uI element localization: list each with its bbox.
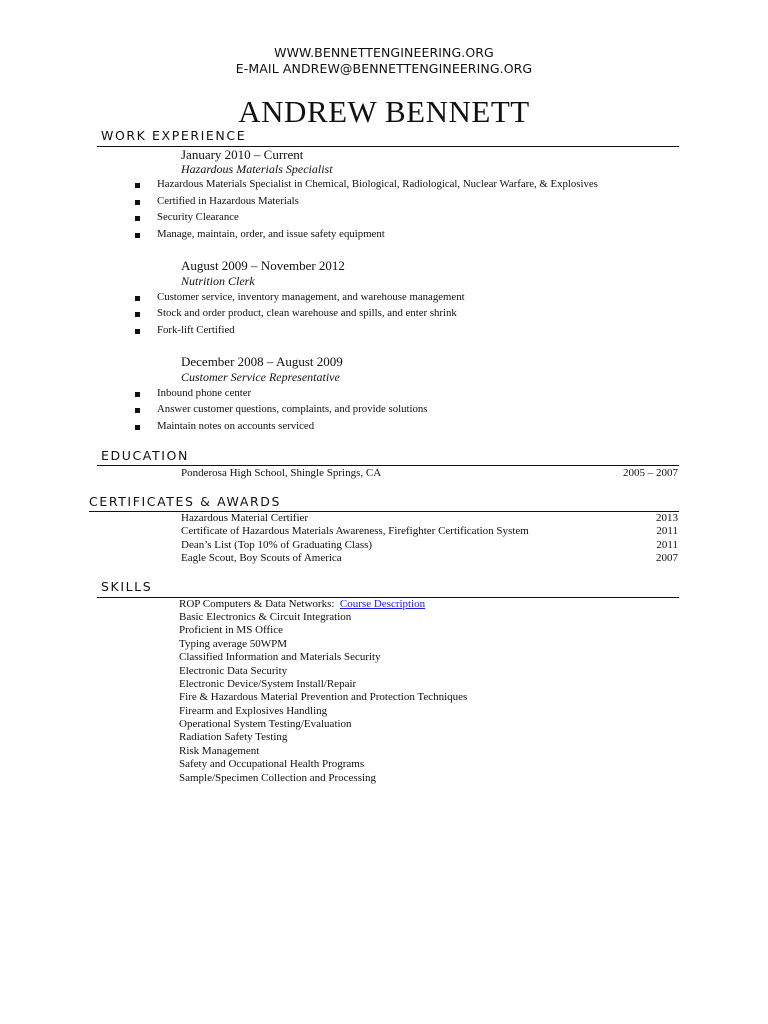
section-divider [97, 465, 679, 466]
job-dates: January 2010 – Current [181, 147, 304, 162]
skill-item: Classified Information and Materials Security [179, 651, 381, 663]
section-title-skills: SKILLS [101, 579, 153, 594]
section-title-education: EDUCATION [101, 448, 189, 463]
job-dates: August 2009 – November 2012 [181, 258, 345, 273]
skill-item: Radiation Safety Testing [179, 731, 288, 743]
skill-item: ROP Computers & Data Networks: Course Description [179, 598, 426, 610]
bullet-icon [135, 296, 140, 301]
bullet-icon [135, 408, 140, 413]
bullet-icon [135, 200, 140, 205]
skill-item: Firearm and Explosives Handling [179, 705, 328, 717]
job-title: Nutrition Clerk [181, 274, 255, 288]
website-text: WWW.BENNETTENGINEERING.ORG [274, 45, 494, 60]
certificate-row: Eagle Scout, Boy Scouts of America 2007 [181, 552, 678, 564]
certificate-row: Dean’s List (Top 10% of Graduating Class) 2011 [181, 539, 678, 551]
bullet-icon [135, 233, 140, 238]
bullet-icon [135, 392, 140, 397]
bullet-icon [135, 425, 140, 430]
education-row [181, 467, 678, 479]
skill-item: Operational System Testing/Evaluation [179, 718, 352, 730]
skill-item: Typing average 50WPM [179, 638, 287, 650]
certificate-row: Hazardous Material Certifier 2013 [181, 512, 678, 524]
skill-item: Proficient in MS Office [179, 624, 283, 636]
bullet-icon [135, 216, 140, 221]
skill-item: Electronic Device/System Install/Repair [179, 678, 357, 690]
skill-item: Basic Electronics & Circuit Integration [179, 611, 352, 623]
job-dates: December 2008 – August 2009 [181, 354, 343, 369]
education-years: 2005 – 2007 [623, 467, 678, 479]
email-text: E-MAIL ANDREW@BENNETTENGINEERING.ORG [235, 61, 533, 76]
bullet-icon [135, 329, 140, 334]
resume-page: WWW.BENNETTENGINEERING.ORG E-MAIL ANDREW@BENNETTENGINEERING.ORG ANDREW BENNETT WORK EXPERIENCE January 2010 – Current Hazardous Materials Specialist Hazardous Materials Specialist in Chemical, Biological, Radiological, Nuclear Warfare, & Explosives Certified in Hazardous Materials Security Clearance Manage, maintain, order, and issue safety equipment August 2009 – November 2012 Nutrition Clerk Customer service, inventory management, and warehouse management Stock and order product, clean warehouse and spills, and enter shrink Fork-lift Certified December 2008 – August 2009 Customer Service Representative Inbound phone center Answer customer questions, complaints, and provide solutions Maintain notes on accounts serviced EDUCATION Ponderosa High School, Shingle Springs, CA 2005 – 2007 CERTIFICATES & AWARDS Hazardous Material Certifier 2013 Certificate of Hazardous Materials Awareness, Firefighter Certification System 2011 Dean’s List (Top 10% of Graduating Class) 2011 Eagle Scout, Boy Scouts of America 2007 SKILLS ROP Computers & Data Networks: Course Description Basic Electronics & Circuit Integration Proficient in MS Office Typing average 50WPM Classified Information and Materials Security Electronic Data Security Electronic Device/System Install/Repair Fire & Hazardous Material Prevention and Protection Techniques Firearm and Explosives Handling Operational System Testing/Evaluation Radiation Safety Testing Risk Management Safety and Occupational Health Programs Sample/Specimen Collection and Processing [0, 0, 768, 1024]
bullet-icon [135, 312, 140, 317]
course-description-link[interactable]: Course Description [339, 598, 426, 610]
job-title: Customer Service Representative [181, 370, 340, 384]
skill-item: Sample/Specimen Collection and Processing [179, 772, 377, 784]
job-title: Hazardous Materials Specialist [181, 162, 333, 176]
school-name: Ponderosa High School, Shingle Springs, CA [181, 467, 382, 479]
bullet-icon [135, 183, 140, 188]
candidate-name: ANDREW BENNETT [238, 94, 530, 129]
skill-item: Risk Management [179, 745, 260, 757]
certificate-row: Certificate of Hazardous Materials Awareness, Firefighter Certification System 2011 [181, 525, 678, 537]
section-title-certificates: CERTIFICATES & AWARDS [89, 494, 282, 509]
skill-item: Safety and Occupational Health Programs [179, 758, 365, 770]
skill-item: Fire & Hazardous Material Prevention and Protection Techniques [179, 691, 468, 703]
skill-item: Electronic Data Security [179, 665, 288, 677]
section-title-work-experience: WORK EXPERIENCE [101, 128, 247, 143]
